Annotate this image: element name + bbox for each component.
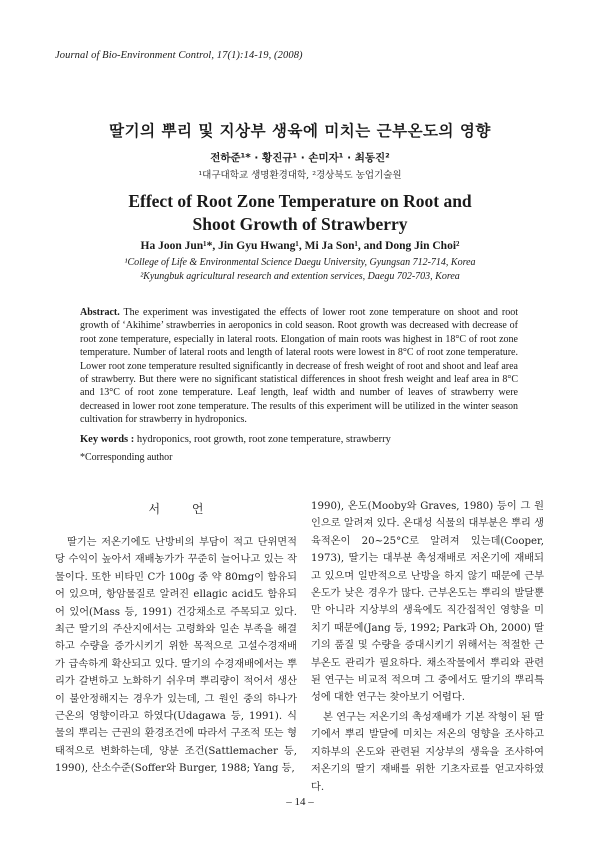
abstract-text: The experiment was investigated the effects of lower root zone temperature on shoot and root growth of ‘Akihime’ strawberries in aeroponics in cold season. Root growth was decreased with decrease of root zone temperature, especially in lateral roots. Elongation of main roots was highest in 18°C of root zone temperature. Number of lateral roots and length of lateral roots were lowest in 8°C of root zone temperature. Lower root zone temperature resulted significantly in decrease of fresh weight of root and shoot and leaf area of strawberry. But there were no significant statistical differences in shoot fresh weight and leaf area in 8°C and 13°C of root zone temperature. Leaf length, leaf width and number of leaves of strawberry were decreased in lower root zone temperature. The results of this experiment will be utilized in the winter season cultivation for strawberry in hydroponics.	[80, 307, 518, 426]
english-title	[0, 190, 600, 236]
journal-citation: Journal of Bio-Environment Control, 17(1):14-19, (2008)	[55, 50, 303, 61]
keywords	[80, 434, 518, 445]
abstract	[80, 306, 518, 427]
intro-left-column	[55, 498, 297, 778]
english-affiliation-1: ¹College of Life & Environmental Science Daegu University, Gyungsan 712-714, Korea	[124, 257, 476, 268]
keywords-text: hydroponics, root growth, root zone temperature, strawberry	[136, 434, 391, 445]
english-title-line-2: Shoot Growth of Strawberry	[192, 214, 408, 234]
intro-paragraph-1-continued: 1990), 온도(Mooby와 Graves, 1980) 등이 그 원인으로 알려져 있다. 온대성 식물의 대부분은 뿌리 생육적온이 20~25°C로 알려져 있는데(Cooper, 1973), 딸기는 대부분 촉성재배로 저온기에 재배되고 있으며 일반적으로 난방을 하지 않기 때문에 근부온도가 낮은 경우가 많다. 근부온도는 뿌리의 발달뿐만 아니라 지상부의 생육에도 직간접적인 영향을 미치기 때문에(Jang 등, 1992; Park과 Oh, 2000) 딸기의 품질 및 수량을 증대시키기 위해서는 적절한 근부온도 관리가 필요하다. 채소작물에서 뿌리와 관련된 연구는 비교적 적으며 그 중에서도 딸기의 뿌리특성에 대한 연구는 찾아보기 어렵다.	[311, 501, 544, 704]
abstract-label: Abstract.	[80, 307, 120, 318]
intro-right-column	[311, 498, 544, 796]
english-authors: Ha Joon Jun¹*, Jin Gyu Hwang¹, Mi Ja Son¹, and Dong Jin Choi²	[140, 240, 460, 252]
intro-paragraph-1: 딸기는 저온기에도 난방비의 부담이 적고 단위면적당 수익이 높아서 재배농가가 꾸준히 늘어나고 있는 작물이다. 또한 비타민 C가 100g 중 약 80mg이 함유되어 있으며, 항암물질로 알려진 ellagic acid도 함유되어 있어(Mass 등, 1991) 건강채소로 주목되고 있다. 최근 딸기의 주산지에서는 고령화와 일손 부족을 해결하고 수량을 증가시키기 위한 목적으로 고설수경재배가 급속하게 확산되고 있다. 딸기의 수경재배에서는 뿌리가 갈변하고 노화하기 쉬우며 뿌리량이 적어서 생산이 불안정해지는 경우가 있는데, 그 원인 중의 하나가 근온의 영향이라고 하였다(Udagawa 등, 1991). 식물의 뿌리는 근권의 환경조건에 따라서 구조적 또는 형태적으로 변화하는데, 양분 조건(Sattlemacher 등, 1990), 산소수준(Soffer와 Burger, 1988; Yang 등,	[55, 537, 297, 775]
english-title-line-1: Effect of Root Zone Temperature on Root and	[128, 191, 472, 211]
page-number: – 14 –	[286, 796, 314, 808]
intro-paragraph-2: 본 연구는 저온기의 촉성재배가 기본 작형이 된 딸기에서 뿌리 발달에 미치는 저온의 영향을 조사하고 지하부의 온도와 관련된 지상부의 생육을 조사하여 저온기의 딸기 재배를 위한 기초자료를 얻고자하였다.	[311, 711, 544, 793]
korean-affiliation: ¹대구대학교 생명환경대학, ²경상북도 농업기술원	[198, 170, 402, 181]
english-affiliation-2: ²Kyungbuk agricultural research and extention services, Daegu 702-703, Korea	[140, 271, 460, 282]
korean-authors: 전하준¹* · 황진규¹ · 손미자¹ · 최동진²	[210, 152, 390, 164]
intro-heading: 서 언	[148, 502, 218, 516]
corresponding-author-note: *Corresponding author	[80, 452, 173, 463]
korean-title: 딸기의 뿌리 및 지상부 생육에 미치는 근부온도의 영향	[109, 122, 491, 140]
keywords-label: Key words :	[80, 434, 135, 445]
